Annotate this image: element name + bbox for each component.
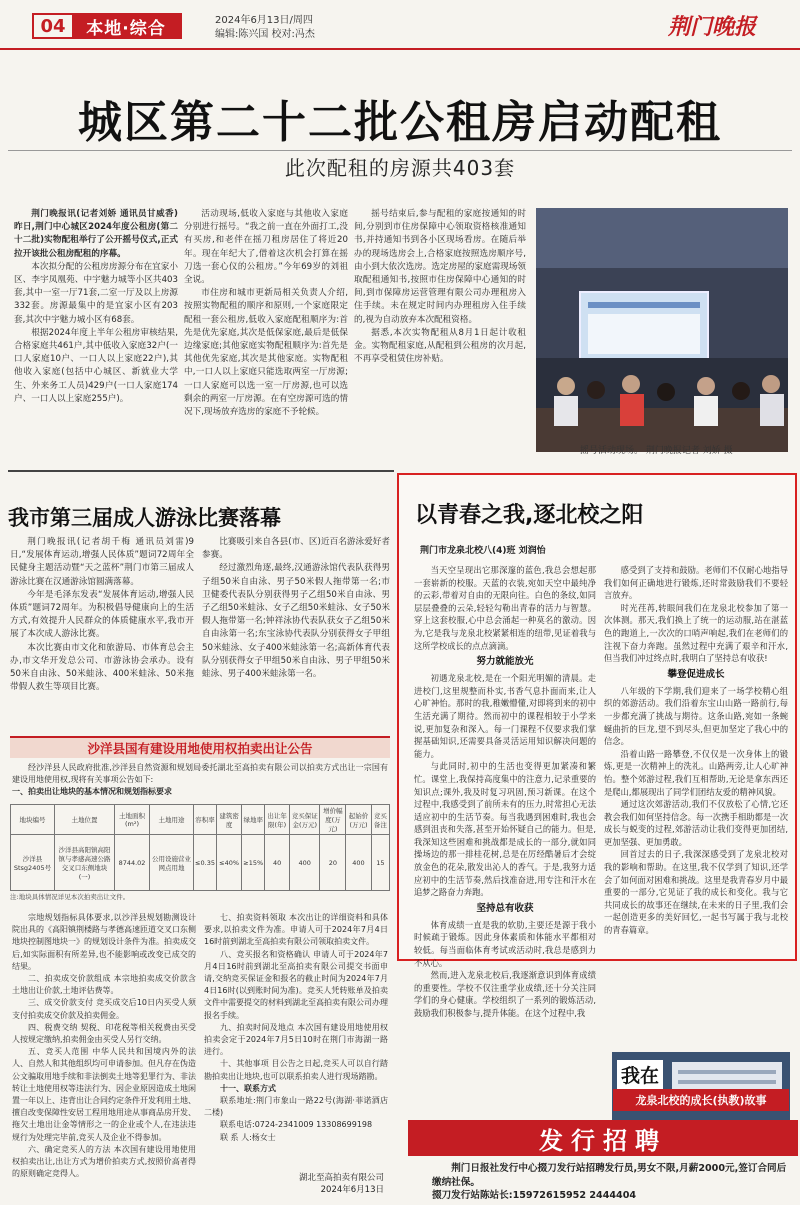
recruit-body xyxy=(432,1162,792,1203)
notice-signer: 湖北至高拍卖有限公司 xyxy=(298,1173,384,1183)
table-header-row xyxy=(11,805,390,835)
section-label xyxy=(32,13,182,39)
table-cell: 20 xyxy=(320,835,346,891)
lead-column-3 xyxy=(354,208,526,478)
lead-paragraph: 据悉,本次实物配租从8月1日起计收租金。实物配租家庭,从配租到公租房的次月起,不再享受租赁住房补贴。 xyxy=(354,327,526,365)
notice-paragraph: 联系电话:0724-2341009 13308699198 xyxy=(220,1120,373,1130)
table-header-cell: 容积率 xyxy=(194,805,217,835)
lead-column-1 xyxy=(14,208,178,478)
swim-paragraph: 经过激烈角逐,最终,汉通游泳馆代表队获得男子组50米自由泳、男子50米假人拖带第一名;市卫健委代表队分别获得男子乙组50米自由泳、男子乙组50米蛙泳、女子乙组50米蛙泳、女子50米假人拖带第一名;钟祥泳协代表队获女子乙组50米自由泳第一名;东宝泳协代表队分别获得女子甲组50米蛙泳、女子400米蛙泳第一名;高新体育代表队分别获得女子甲组50米自由泳、男子甲组50米蛙泳、男子400米蛙泳第一名。 xyxy=(202,563,390,680)
table-header-cell: 竞买保证金(万元) xyxy=(290,805,320,835)
issue-meta xyxy=(215,14,315,42)
notice-paragraph: 四、税费交纳 契税、印花税等相关税费由买受人按规定缴纳,拍卖佣金由买受人另行交纳。 xyxy=(12,1022,196,1045)
notice-paragraph: 九、拍卖时间及地点 本次国有建设用地使用权拍卖会定于2024年7月5日10时在荆门市海湖一路进行。 xyxy=(204,1022,388,1057)
recruit-line: 掇刀发行站陈站长:15972615952 2444404 xyxy=(432,1190,637,1201)
table-header-cell: 出让年限(年) xyxy=(265,805,290,835)
essay-paragraph: 回首过去的日子,我深深感受到了龙泉北校对我的影响和帮助。在这里,我不仅学到了知识,还学会了如何面对困难和挑战。这里是我青春岁月中最重要的一部分,它见证了我的成长和变化。我与它共同成长的故事还在继续,在未来的日子里,我们会一起创造更多的美好回忆,一起书写属于我与北校的青春篇章。 xyxy=(604,849,788,936)
notice-paragraph: 三、成交价款支付 竞买成交后10日内买受人须支付拍卖成交价款及拍卖佣金。 xyxy=(12,998,196,1020)
essay-subheading: 坚持总有收获 xyxy=(476,902,534,914)
notice-signature xyxy=(260,1172,384,1196)
table-cell: ≤40% xyxy=(216,835,241,891)
lead-paragraph: 市住房和城市更新局相关负责人介绍,按照实物配租的顺序和原则,一个家庭限定配租一套公租房,低收入家庭配租顺序为:首先是优先家庭,其次是低保家庭,最后是低保边缘家庭;其他家庭实物配租顺序为:首先是其他优先家庭,其次是其他家庭。实物配租中,一口人以上家庭只能选取两室一厅房源;一口人家庭可以选一室一厅房源,也可以选剩余的两室一厅房源。在有空房源可选的情况下,现场放弃选房的家庭不予轮候。 xyxy=(184,288,348,418)
table-cell: 沙洋县高阳镇高阳镇与孝感高速公路交叉口东侧地块(一) xyxy=(54,835,114,891)
table-cell: 400 xyxy=(290,835,320,891)
swim-headline: 我市第三届成人游泳比赛落幕 xyxy=(8,506,281,530)
essay-column-2 xyxy=(604,564,788,954)
table-header-cell: 绿地率 xyxy=(242,805,265,835)
recruit-line: 荆门日报社发行中心掇刀发行站招聘发行员,男女不限,月薪2000元,签订合同后缴纳社保。 xyxy=(432,1163,787,1188)
table-header-cell: 土地位置 xyxy=(54,805,114,835)
notice-intro-text: 经沙洋县人民政府批准,沙洋县自然资源和规划局委托湖北至高拍卖有限公司以拍卖方式出让一宗国有建设用地使用权,现将有关事项公告如下: xyxy=(12,763,388,784)
lead-column-2 xyxy=(184,208,348,478)
editor-credits: 编辑:陈兴国 校对:冯杰 xyxy=(215,29,315,40)
table-header-cell: 竞买备注 xyxy=(371,805,389,835)
notice-title: 沙洋县国有建设用地使用权拍卖出让公告 xyxy=(10,736,390,758)
lead-paragraph: 荆门晚报讯(记者刘娇 通讯员甘威香)昨日,荆门中心城区2024年度公租房(第二十二批)实物配租举行了公开摇号仪式,正式拉开该批公租房配租的序幕。 xyxy=(14,209,178,259)
lead-paragraph: 摇号结束后,参与配租的家庭按通知的时间,分别到市住房保障中心领取资格核准通知书,并持通知书到各小区现场看房。在随后举办的现场选房会上,合格家庭按照选房顺序号,由小到大依次选房。选定房屋的家庭需现场领取配租通知书,按照市住房保障中心通知的时间,到市保障房运营管理有限公司办理租房入住手续。未在规定时间内办理租房入住手续的,视为自动放弃本次配租资格。 xyxy=(354,209,526,325)
table-header-cell: 地块编号 xyxy=(11,805,55,835)
badge-sub-text: 龙泉北校的成长(执教)故事 xyxy=(613,1089,789,1111)
essay-paragraph: 感受到了支持和鼓励。老师们不仅耐心地指导我们如何正确地进行锻炼,还时常鼓励我们不要轻言放弃。 xyxy=(604,565,788,601)
essay-paragraph: 当天空呈现出它那深邃的蓝色,我总会想起那一套崭新的校服。天蓝的衣装,宛如天空中最纯净的云彩,带着对自由的无限向往。白色的条纹,如同层层叠叠的云朵,轻轻勾勒出青春的活力与智慧。穿上这套校服,心中总会涌起一种莫名的激动。因为,它是我与龙泉北校紧紧相连的纽带,见证着我与这所学校成长的点点滴滴。 xyxy=(414,565,596,651)
essay-subheading: 努力就能放光 xyxy=(476,656,534,668)
notice-paragraph: 十、其他事项 目公告之日起,竞买人可以自行踏勘拍卖出让地块,也可以联系拍卖人进行现场踏勘。 xyxy=(204,1059,388,1081)
table-cell: 公用设施营业网点用地 xyxy=(150,835,194,891)
table-header-cell: 土地面积(m²) xyxy=(114,805,149,835)
newspaper-logo: 荆门晚报 xyxy=(668,14,757,40)
essay-headline: 以青春之我,逐北校之阳 xyxy=(415,503,644,528)
table-note: 注:地块具体情况详见本次拍卖出让文件。 xyxy=(10,893,130,901)
table-cell: ≤0.35 xyxy=(194,835,217,891)
section-divider xyxy=(8,470,394,472)
table-row xyxy=(11,835,390,891)
essay-paragraph: 体育成绩一直是我的软肋,主要还是源于我小时候疏于锻炼。因此身体素质和体能水平都相对较低。每当面临体育考试或活动时,我总是感到力不从心。 xyxy=(414,919,596,968)
swim-paragraph: 比赛吸引来自各县(市、区)近百名游泳爱好者参赛。 xyxy=(202,537,390,561)
swim-column-2 xyxy=(202,536,390,732)
table-header-cell: 建筑密度 xyxy=(216,805,241,835)
recruit-banner: 发行招聘 xyxy=(408,1120,798,1156)
notice-paragraph: 六、确定竞买人的方法 本次国有建设用地使用权拍卖出让,出让方式为增价拍卖方式,按照价高者得的原则确定竞得人。 xyxy=(12,1144,196,1179)
table-cell: 沙洋县Stsg2405号 xyxy=(11,835,55,891)
issue-date: 2024年6月13日/周四 xyxy=(215,15,313,26)
land-parcel-table xyxy=(10,804,390,901)
essay-paragraph: 时光荏苒,转眼间我们在龙泉北校参加了第一次体测。那天,我们换上了统一的运动服,站在湛蓝色的跑道上,一次次的口哨声响起,我们在老师们的注视下奋力奔跑。虽然过程中充满了艰辛和汗水,但当我们冲过终点时,我明白了坚持总有收获! xyxy=(604,602,788,664)
essay-paragraph: 与此同时,初中的生活也变得更加紧凑和繁忙。课堂上,我保持高度集中的注意力,记录重要的知识点;课外,我及时复习巩固,预习新课。在这个过程中,我感受到了前所未有的压力,时常担心无法适应初中的生活节奏。每当我遇到困难时,我也会感到沮丧和失落,甚至开始怀疑自己的能力。但是,我深知这些困难和挑战都是成长的一部分,就如同操场边的那一排桂花树,总是在厉经酷暑后才会绽放金色的花朵,散发出沁人的香气。于是,我努力适应初中的生活节奏,然后找准奋进,用专注和汗水在追梦之路奋力奔跑。 xyxy=(414,761,596,898)
notice-column-2 xyxy=(204,912,388,1164)
table-cell: ≥15% xyxy=(242,835,265,891)
notice-paragraph: 八、竞买报名和资格确认 申请人可于2024年7月4日16时前到湖北至高拍卖有限公司提交书面申请,交纳竞买保证金和报名的截止时间为2024年7月4日16时(以到账时间为准)。竞买人凭转账单及拍卖文件中需要提交的材料到湖北至高拍卖有限公司办理报名手续。 xyxy=(204,949,388,1020)
essay-paragraph: 初遇龙泉北校,是在一个阳光明媚的清晨。走进校门,这里规整而朴实,书香气息扑面而来,让人心旷神怡。那时的我,稚嫩懵懂,对即将到来的初中生活充满了期待。然而初中的课程相较于小学来说,更加复杂和深入。每一门课程不仅要求我们掌握基础知识,还需要具备灵活运用知识解决问题的能力。 xyxy=(414,673,596,759)
notice-paragraph: 十一、联系方式 xyxy=(220,1083,276,1093)
swim-paragraph: 荆门晚报讯(记者胡千梅 通讯员刘雷)9日,“发展体育运动,增强人民体质”题词72周年全民健身主题活动暨“天之蓝杯”荆门市第三届成人游泳比赛在汉通游泳馆圆满落幕。 xyxy=(10,537,194,587)
essay-paragraph: 沿着山路一路攀登,不仅仅是一次身体上的锻炼,更是一次精神上的洗礼。山路两旁,让人心旷神怡。整个郊游过程,我们互相帮助,无论是拿东西还是爬山,都展现出了同学们团结友爱的精神风貌。 xyxy=(604,748,788,797)
essay-column-1 xyxy=(414,564,596,1018)
essay-author: 荆门市龙泉北校八(4)班 刘润怡 xyxy=(420,546,546,556)
notice-paragraph: 联系地址:荆门市象山一路22号(海湖·菲诺酒店二楼) xyxy=(204,1096,388,1118)
subhead-rule xyxy=(8,150,792,151)
notice-paragraph: 七、拍卖资料领取 本次出让的详细资料和具体要求,以拍卖文件为准。申请人可于2024年7月4日16时前到湖北至高拍卖有限公司领取拍卖文件。 xyxy=(204,913,388,947)
badge-main-text: 我在 xyxy=(617,1060,663,1089)
section-number: 04 xyxy=(40,15,66,37)
table-cell: 15 xyxy=(371,835,389,891)
lead-paragraph: 根据2024年度上半年公租房审核结果,合格家庭共461户,其中低收入家庭32户(一口人家庭10户、一口人以上家庭22户),其他收入家庭(包括中心城区、新就业大学生、外来务工人员)429户(一口人家庭174户、一口人以上家庭255户)。 xyxy=(14,327,178,404)
table-cell: 40 xyxy=(265,835,290,891)
swim-paragraph: 本次比赛由市文化和旅游局、市体育总会主办,市文华开发总公司、市游泳协会承办。设有50米自由泳、50米蛙泳、400米蛙泳、50米拖带假人救生等项目比赛。 xyxy=(10,642,194,693)
notice-column-1 xyxy=(12,912,196,1200)
essay-paragraph: 通过这次郊游活动,我们不仅放松了心情,它还教会我们如何坚持信念。每一次携手相助都是一次成长与蜕变的过程,郊游活动让我们变得更加团结,更加坚强、更加勇敢。 xyxy=(604,799,788,847)
table-cell: 400 xyxy=(346,835,371,891)
section-name: 本地·综合 xyxy=(72,15,180,37)
notice-intro xyxy=(12,762,388,802)
lead-paragraph: 本次拟分配的公租房房源分布在宜家小区、李宇凤凰苑、中宇魅力城等小区共403套,其中一室一厅71套,二室一厅及以上房源332套。房源最集中的是宜家小区有203套,其次中宇魅力城小区有68套。 xyxy=(14,261,178,325)
notice-paragraph: 二、拍卖成交价款组成 本宗地拍卖成交价款含土地出让价款,土地评估费等。 xyxy=(12,974,196,996)
table-header-cell: 土地用途 xyxy=(150,805,194,835)
notice-table-title: 一、拍卖出让地块的基本情况和规划指标要求 xyxy=(12,787,172,796)
lead-headline: 城区第二十二批公租房启动配租 xyxy=(78,97,722,148)
table-header-cell: 起始价(万元) xyxy=(346,805,371,835)
table-header-cell: 增价幅度(万元) xyxy=(320,805,346,835)
notice-paragraph: 联 系 人:杨女士 xyxy=(220,1132,276,1142)
swim-column-1 xyxy=(10,536,194,732)
table-cell: 8744.02 xyxy=(114,835,149,891)
essay-subheading: 攀登促进成长 xyxy=(667,668,725,680)
lead-subhead: 此次配租的房源共403套 xyxy=(284,156,516,180)
notice-paragraph: 宗地规划指标具体要求,以沙洋县规划勘测设计院出具的《高阳镇荆楼路与孝德高速匝道交叉口东侧地块控制图地块一》的规划设计条件为准。拍卖成交后,如实际面积有所差异,也不能影响或改变已成交的结果。 xyxy=(12,913,196,971)
lead-paragraph: 活动现场,低收入家庭与其他收入家庭分别进行摇号。“我之前一直在外面打工,没有买房,和老伴在摇刀租房居住了将近20年。现在年纪大了,借着这次机会打算在摇刀选一套心仪的公租房。”今年69岁的刘祖全说。 xyxy=(184,209,348,286)
swim-paragraph: 今年是毛泽东发表“发展体育运动,增强人民体质”题词72周年。为积极倡导健康向上的生活方式,有效提升人民群众的体质健康水平,我市开展了本次成人游泳比赛。 xyxy=(10,589,194,640)
notice-paragraph: 五、竞买人范围 中华人民共和国境内外的法人、自然人和其他组织均可申请参加。但凡存在伪造公文骗取用地手续和非法倒卖土地等犯罪行为、非法转让土地使用权等违法行为、因企业原因造成土地闲置一年以上、违背出让合同约定条件开发利用土地、擅自改变保障性安居工程用地用途从事商品房开发、拖欠土地出让金等情形之一的企业或个人,在违法违规行为处理完毕前,竞买人及企业不得参加。 xyxy=(12,1047,196,1142)
lottery-event-photo xyxy=(536,208,788,452)
essay-paragraph: 八年级的下学期,我们迎来了一场学校精心组织的郊游活动。我们沿着东宝山山路一路前行,每一步都充满了挑战与期待。这条山路,宛如一条蜿蜒曲折的巨龙,望不到尽头,但更加坚定了我心中的信念。 xyxy=(604,685,788,747)
photo-caption: 摇号活动现场。 荆门晚报记者 刘娇 摄 xyxy=(580,446,733,456)
essay-paragraph: 然而,进入龙泉北校后,我逐渐意识到体育成绩的重要性。学校不仅注重学业成绩,还十分关注同学们的身心健康。学校组织了一系列的锻炼活动,鼓励我们积极参与,提升体能。在这个过程中,我 xyxy=(414,970,596,1018)
notice-date: 2024年6月13日 xyxy=(320,1185,384,1195)
